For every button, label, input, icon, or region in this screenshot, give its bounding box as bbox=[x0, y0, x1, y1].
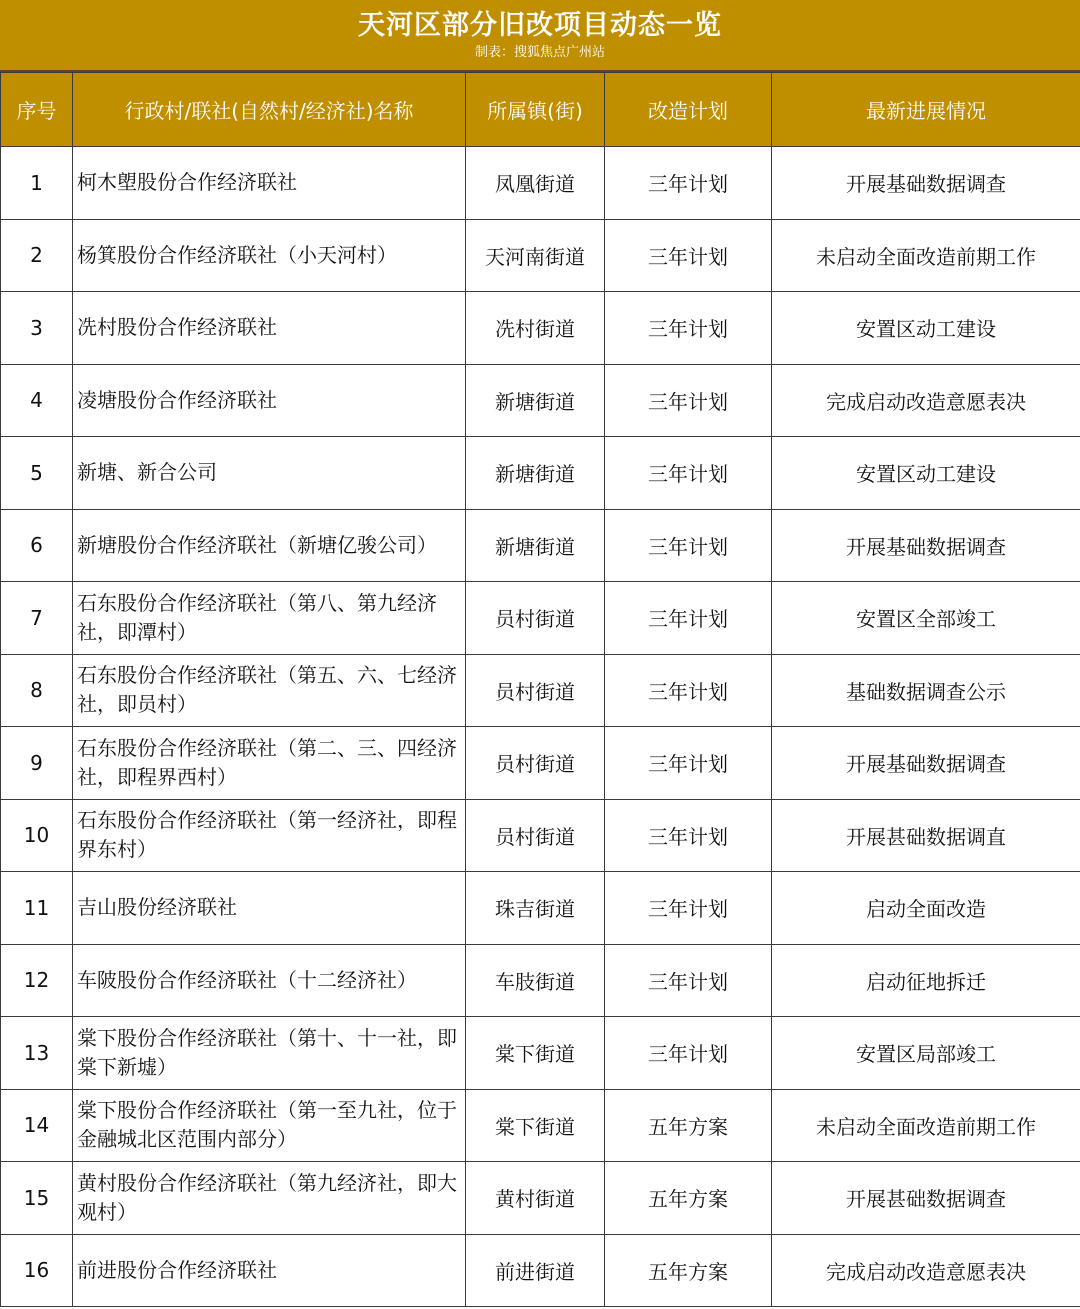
progress-cell: 安置区局部竣工 bbox=[772, 1017, 1080, 1090]
row-index: 4 bbox=[1, 364, 73, 437]
street-cell: 棠下街道 bbox=[466, 1017, 605, 1090]
street-cell: 员村街道 bbox=[466, 799, 605, 872]
column-header-plan: 改造计划 bbox=[605, 73, 772, 147]
progress-cell: 未启动全面改造前期工作 bbox=[772, 219, 1080, 292]
village-name: 石东股份合作经济联社（第一经济社，即程界东村） bbox=[73, 799, 466, 872]
row-index: 13 bbox=[1, 1017, 73, 1090]
plan-cell: 三年计划 bbox=[605, 944, 772, 1017]
row-index: 7 bbox=[1, 582, 73, 655]
progress-cell: 未启动全面改造前期工作 bbox=[772, 1089, 1080, 1162]
table-row bbox=[1, 1017, 1080, 1090]
column-header-progress: 最新进展情况 bbox=[772, 73, 1080, 147]
title-banner bbox=[0, 0, 1080, 72]
plan-cell: 三年计划 bbox=[605, 1017, 772, 1090]
street-cell: 员村街道 bbox=[466, 582, 605, 655]
village-name: 石东股份合作经济联社（第八、第九经济社，即潭村） bbox=[73, 582, 466, 655]
progress-cell: 开展甚础数据调直 bbox=[772, 799, 1080, 872]
progress-cell: 安置区全部竣工 bbox=[772, 582, 1080, 655]
village-name: 前进股份合作经济联社 bbox=[73, 1234, 466, 1306]
plan-cell: 三年计划 bbox=[605, 582, 772, 655]
plan-cell: 三年计划 bbox=[605, 872, 772, 945]
row-index: 1 bbox=[1, 147, 73, 220]
table-row bbox=[1, 1234, 1080, 1306]
table-row bbox=[1, 509, 1080, 582]
village-name: 冼村股份合作经济联社 bbox=[73, 292, 466, 365]
table-row bbox=[1, 1089, 1080, 1162]
progress-cell: 安置区动工建设 bbox=[772, 437, 1080, 510]
table-row bbox=[1, 654, 1080, 727]
row-index: 14 bbox=[1, 1089, 73, 1162]
village-name: 新塘、新合公司 bbox=[73, 437, 466, 510]
table-row bbox=[1, 292, 1080, 365]
table-row bbox=[1, 727, 1080, 800]
plan-cell: 三年计划 bbox=[605, 727, 772, 800]
progress-cell: 开展基础数据调查 bbox=[772, 147, 1080, 220]
row-index: 3 bbox=[1, 292, 73, 365]
progress-cell: 开展基础数据调查 bbox=[772, 727, 1080, 800]
plan-cell: 三年计划 bbox=[605, 292, 772, 365]
village-name: 吉山股份经济联社 bbox=[73, 872, 466, 945]
street-cell: 棠下街道 bbox=[466, 1089, 605, 1162]
village-name: 杨箕股份合作经济联社（小天河村） bbox=[73, 219, 466, 292]
row-index: 5 bbox=[1, 437, 73, 510]
table-title: 天河区部分旧改项目动态一览 bbox=[358, 10, 722, 41]
progress-cell: 开展基础数据调查 bbox=[772, 509, 1080, 582]
table-credit: 制表：搜狐焦点广州站 bbox=[474, 45, 605, 60]
plan-cell: 五年方案 bbox=[605, 1162, 772, 1235]
table-row bbox=[1, 944, 1080, 1017]
plan-cell: 三年计划 bbox=[605, 437, 772, 510]
row-index: 8 bbox=[1, 654, 73, 727]
street-cell: 新塘街道 bbox=[466, 437, 605, 510]
plan-cell: 三年计划 bbox=[605, 364, 772, 437]
project-table bbox=[0, 72, 1080, 1307]
village-name: 棠下股份合作经济联社（第十、十一社，即棠下新墟） bbox=[73, 1017, 466, 1090]
table-row bbox=[1, 437, 1080, 510]
village-name: 黄村股份合作经济联社（第九经济社，即大观村） bbox=[73, 1162, 466, 1235]
street-cell: 新塘街道 bbox=[466, 509, 605, 582]
plan-cell: 五年方案 bbox=[605, 1089, 772, 1162]
column-header-street: 所属镇(街) bbox=[466, 73, 605, 147]
progress-cell: 启动全面改造 bbox=[772, 872, 1080, 945]
plan-cell: 三年计划 bbox=[605, 509, 772, 582]
row-index: 10 bbox=[1, 799, 73, 872]
table-row bbox=[1, 582, 1080, 655]
street-cell: 员村街道 bbox=[466, 727, 605, 800]
street-cell: 凤凰街道 bbox=[466, 147, 605, 220]
table-row bbox=[1, 219, 1080, 292]
table-row bbox=[1, 872, 1080, 945]
village-name: 车陂股份合作经济联社（十二经济社） bbox=[73, 944, 466, 1017]
progress-cell: 安置区动工建设 bbox=[772, 292, 1080, 365]
street-cell: 前进街道 bbox=[466, 1234, 605, 1306]
village-name: 石东股份合作经济联社（第二、三、四经济社，即程界西村） bbox=[73, 727, 466, 800]
progress-cell: 完成启动改造意愿表决 bbox=[772, 1234, 1080, 1306]
row-index: 9 bbox=[1, 727, 73, 800]
street-cell: 冼村街道 bbox=[466, 292, 605, 365]
column-header-index: 序号 bbox=[1, 73, 73, 147]
street-cell: 珠吉街道 bbox=[466, 872, 605, 945]
table-row bbox=[1, 364, 1080, 437]
table-row bbox=[1, 1162, 1080, 1235]
street-cell: 员村街道 bbox=[466, 654, 605, 727]
plan-cell: 三年计划 bbox=[605, 654, 772, 727]
progress-cell: 开展甚础数据调查 bbox=[772, 1162, 1080, 1235]
table-row bbox=[1, 147, 1080, 220]
street-cell: 天河南街道 bbox=[466, 219, 605, 292]
header-row bbox=[1, 73, 1080, 147]
village-name: 石东股份合作经济联社（第五、六、七经济社，即员村） bbox=[73, 654, 466, 727]
village-name: 棠下股份合作经济联社（第一至九社，位于金融城北区范围内部分） bbox=[73, 1089, 466, 1162]
street-cell: 车肢街道 bbox=[466, 944, 605, 1017]
plan-cell: 三年计划 bbox=[605, 219, 772, 292]
progress-cell: 基础数据调查公示 bbox=[772, 654, 1080, 727]
row-index: 11 bbox=[1, 872, 73, 945]
plan-cell: 三年计划 bbox=[605, 147, 772, 220]
progress-cell: 完成启动改造意愿表决 bbox=[772, 364, 1080, 437]
village-name: 新塘股份合作经济联社（新塘亿骏公司） bbox=[73, 509, 466, 582]
street-cell: 新塘街道 bbox=[466, 364, 605, 437]
row-index: 15 bbox=[1, 1162, 73, 1235]
column-header-name: 行政村/联社(自然村/经济社)名称 bbox=[73, 73, 466, 147]
plan-cell: 三年计划 bbox=[605, 799, 772, 872]
village-name: 柯木塱股份合作经济联社 bbox=[73, 147, 466, 220]
row-index: 16 bbox=[1, 1234, 73, 1306]
table-row bbox=[1, 799, 1080, 872]
progress-cell: 启动征地拆迁 bbox=[772, 944, 1080, 1017]
row-index: 2 bbox=[1, 219, 73, 292]
row-index: 12 bbox=[1, 944, 73, 1017]
row-index: 6 bbox=[1, 509, 73, 582]
street-cell: 黄村街道 bbox=[466, 1162, 605, 1235]
village-name: 凌塘股份合作经济联社 bbox=[73, 364, 466, 437]
plan-cell: 五年方案 bbox=[605, 1234, 772, 1306]
